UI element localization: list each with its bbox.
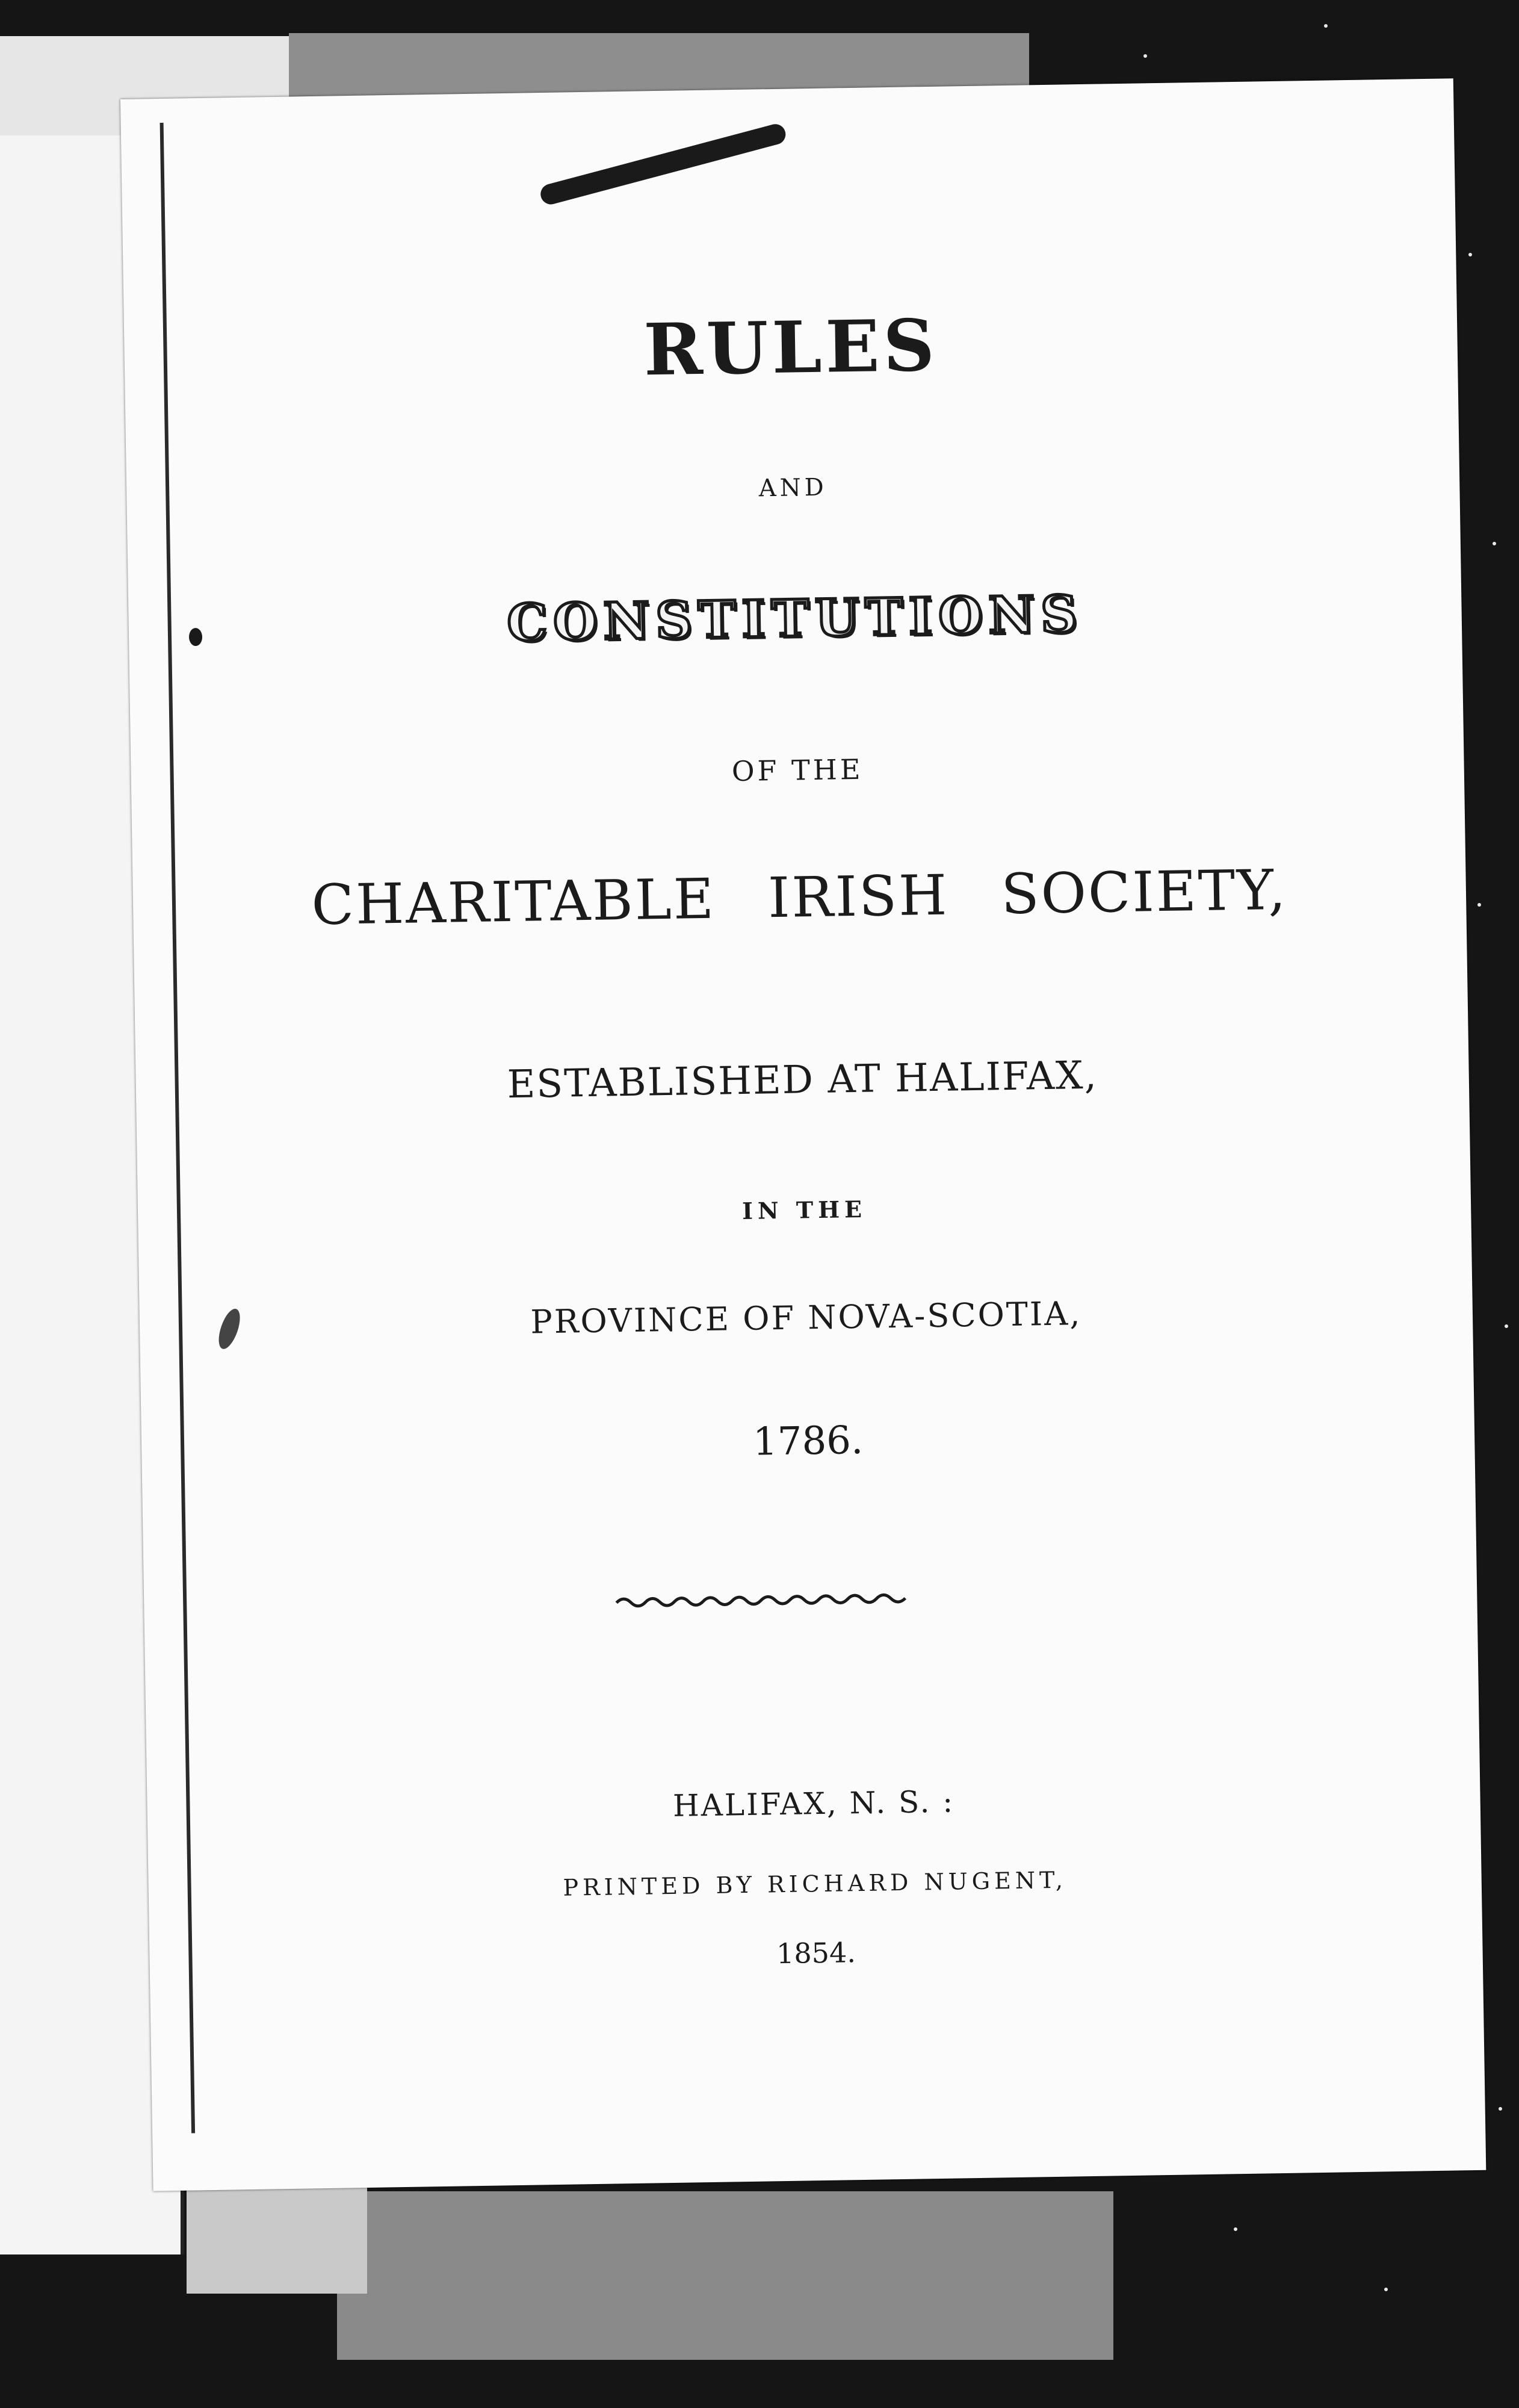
connector-of-the: OF THE [731, 752, 864, 788]
dust-speck [1384, 2288, 1388, 2291]
founding-year: 1786. [752, 1418, 864, 1465]
page-gutter [160, 123, 195, 2133]
connector-in-the: IN THE [741, 1195, 867, 1224]
subtitle-constitutions: CONSTITUTIONS [506, 583, 1084, 653]
imprint-printer: PRINTED BY RICHARD NUGENT, [563, 1866, 1068, 1901]
binding-corner [187, 2185, 367, 2294]
wavy-rule-ornament [613, 1589, 914, 1612]
page-title: RULES [643, 303, 939, 392]
imprint-place: HALIFAX, N. S. : [672, 1784, 955, 1823]
connector-and: AND [758, 473, 828, 503]
dust-speck [1493, 542, 1496, 545]
dust-speck [1234, 2227, 1237, 2231]
province-line: PROVINCE OF NOVA-SCOTIA, [530, 1294, 1082, 1341]
dust-speck [1505, 1324, 1508, 1328]
established-line: ESTABLISHED AT HALIFAX, [507, 1053, 1098, 1108]
dust-speck [1468, 253, 1472, 256]
dust-speck [1477, 903, 1481, 907]
title-page [120, 78, 1486, 2191]
imprint-year: 1854. [776, 1936, 856, 1970]
dust-speck [1143, 54, 1147, 58]
society-name: CHARITABLE IRISH SOCIETY, [311, 857, 1289, 938]
dust-speck [1499, 2107, 1502, 2111]
dust-speck [1324, 24, 1328, 28]
ink-smudge [538, 122, 788, 206]
cardboard-strip-bottom [337, 2191, 1113, 2360]
